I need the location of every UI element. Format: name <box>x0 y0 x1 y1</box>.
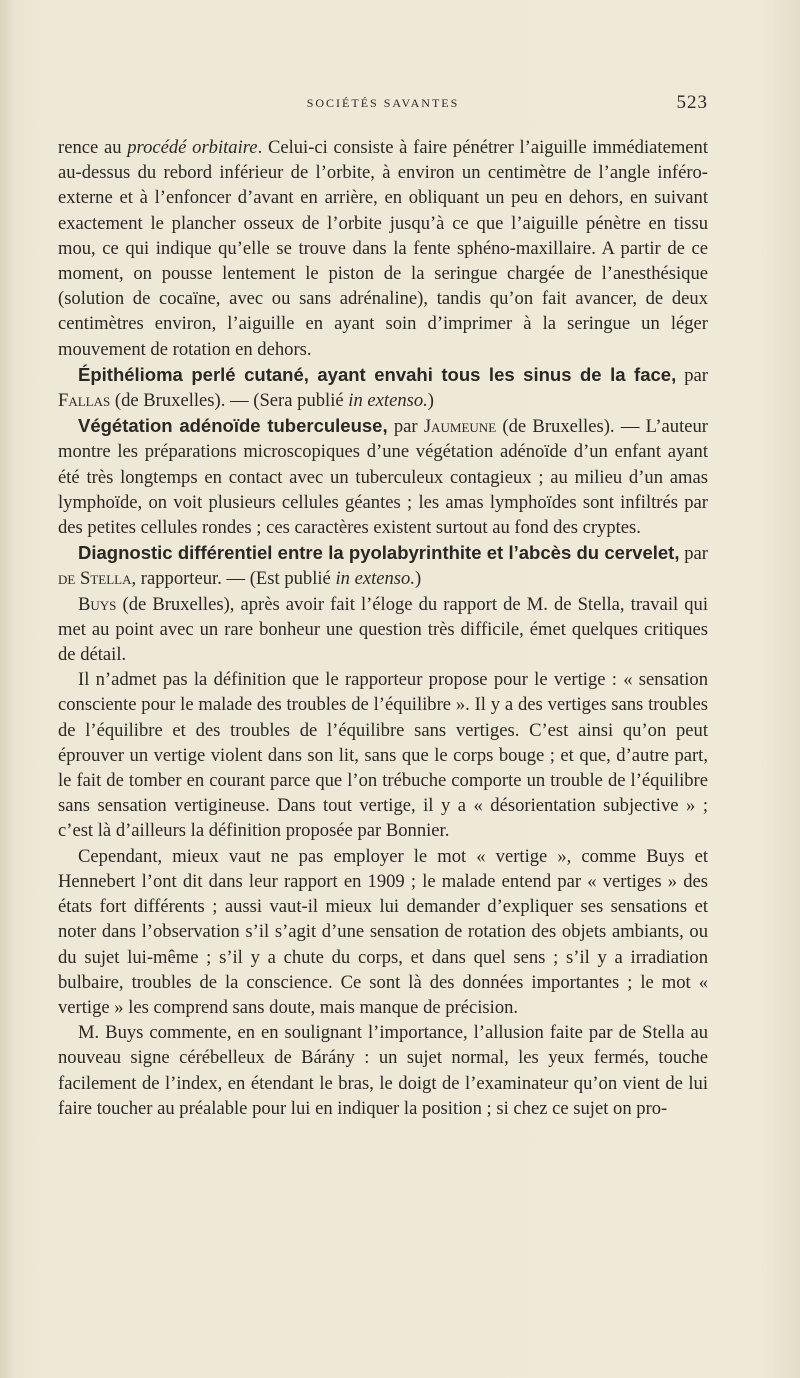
text: par <box>387 416 424 438</box>
paragraph-vertige-usage: Cependant, mieux vaut ne pas employer le mot « vertige », comme Buys et Hennebert l’ont dit dans leur rapport en 1909 ; le malade entend par « vertiges » des états fort différents ; aussi vaut-il mieux lui demander d’expliquer ses sensations et noter dans l’observation s’il s’agit d’une sensation de rotation des objets ambiants, ou du sujet lui-même ; s’il y a chute du corps, et dans quel sens ; s’il y a irradiation bulbaire, troubles de la conscience. Ce sont là des données importantes ; le mot « vertige » les comprend sans doute, mais manque de précision. <box>58 845 708 1018</box>
page-header <box>58 92 708 118</box>
text: par <box>679 543 708 565</box>
section-heading: Diagnostic différentiel entre la pyolabyrinthite et l’abcès du cervelet, <box>78 542 680 564</box>
author-name: Fallas <box>58 390 111 412</box>
paragraph-orbital-procedure <box>58 135 708 362</box>
running-title: SOCIÉTÉS SAVANTES <box>306 96 460 110</box>
author-name: Jaumeune <box>423 416 497 438</box>
section-heading: Végétation adénoïde tuberculeuse, <box>78 415 388 437</box>
text: (de Bruxelles). — L’auteur montre les préparations microscopiques d’une végétation adénoïde d’un enfant ayant été très longtemps en contact avec un tuberculeux contagieux ; au milieu d’un amas lymphoïde, on voit plusieurs cellules géantes ; les amas lymphoïdes sont infiltrés par des petites cellules rondes ; ces caractères existent surtout au fond des cryptes. <box>58 416 708 539</box>
text: . Celui-ci consiste à faire pénétrer l’aiguille immédiatement au-dessus du rebord inférieur de l’orbite, à environ un centimètre de l’angle inféro-externe et à l’enfoncer d’avant en arrière, en obliquant un peu en dehors, en suivant exactement le plancher osseux de l’orbite jusqu’à ce que l’aiguille pénètre en tissu mou, ce qui indique qu’elle se trouve dans la fente sphéno-maxillaire. A partir de ce moment, on pousse lentement le piston de la seringue chargée de l’anesthésique (solution de cocaïne, avec ou sans adrénaline), tandis qu’on fait avancer, de deux centimètres environ, l’aiguille en ayant soin d’imprimer à la seringue un léger mouvement de rotation en dehors. <box>58 137 708 360</box>
text: rence au <box>58 137 128 158</box>
section-heading: Épithélioma perlé cutané, ayant envahi tous les sinus de la face, <box>78 363 677 385</box>
text: , rapporteur. — (Est publié <box>131 568 336 590</box>
emphasis: procédé orbitaire <box>127 137 258 158</box>
text: (de Bruxelles). — (Sera publié <box>110 390 349 412</box>
text: ) <box>427 390 434 412</box>
author-name: Buys <box>78 593 117 615</box>
text: ) <box>414 568 422 590</box>
text: (de Bruxelles), après avoir fait l’éloge du rapport de M. de Stella, travail qui met au point avec un rare bonheur une question très difficile, émet quelques critiques de détail. <box>58 593 708 666</box>
emphasis: in extenso. <box>335 568 415 590</box>
paragraph-barany-sign: M. Buys commente, en en soulignant l’importance, l’allusion faite par de Stella au nouveau signe cérébelleux de Bárány : un sujet normal, les yeux fermés, touche facilement de l’index, en étendant le bras, le doigt de l’examinateur qu’on vient de lui faire toucher au préalable pour lui en indiquer la position ; si chez ce sujet on pro- <box>58 1022 708 1119</box>
paragraph-buys <box>58 592 708 668</box>
paragraph-vertige-definition: Il n’admet pas la définition que le rapporteur propose pour le vertige : « sensation consciente pour le malade des troubles de l’équilibre ». Il y a des vertiges sans troubles de l’équilibre et des troubles de l’équilibre sans vertiges. C’est ainsi qu’on peut éprouver un vertige violent dans son lit, sans que le corps bouge ; et que, d’autre part, le fait de tomber en courant parce que l’on trébuche comporte un trouble de l’équilibre sans sensation vertigineuse. Dans tout vertige, il y a « désorientation subjective » ; c’est là d’ailleurs la définition proposée par Bonnier. <box>58 669 708 842</box>
author-name: de Stella <box>58 568 132 590</box>
paragraph-epithelioma <box>58 362 708 413</box>
page-number: 523 <box>676 92 708 113</box>
emphasis: in extenso. <box>348 390 428 412</box>
text: par <box>676 364 708 386</box>
paragraph-diagnostic <box>58 540 708 591</box>
paragraph-vegetation <box>58 413 708 540</box>
page-body <box>58 135 708 1121</box>
